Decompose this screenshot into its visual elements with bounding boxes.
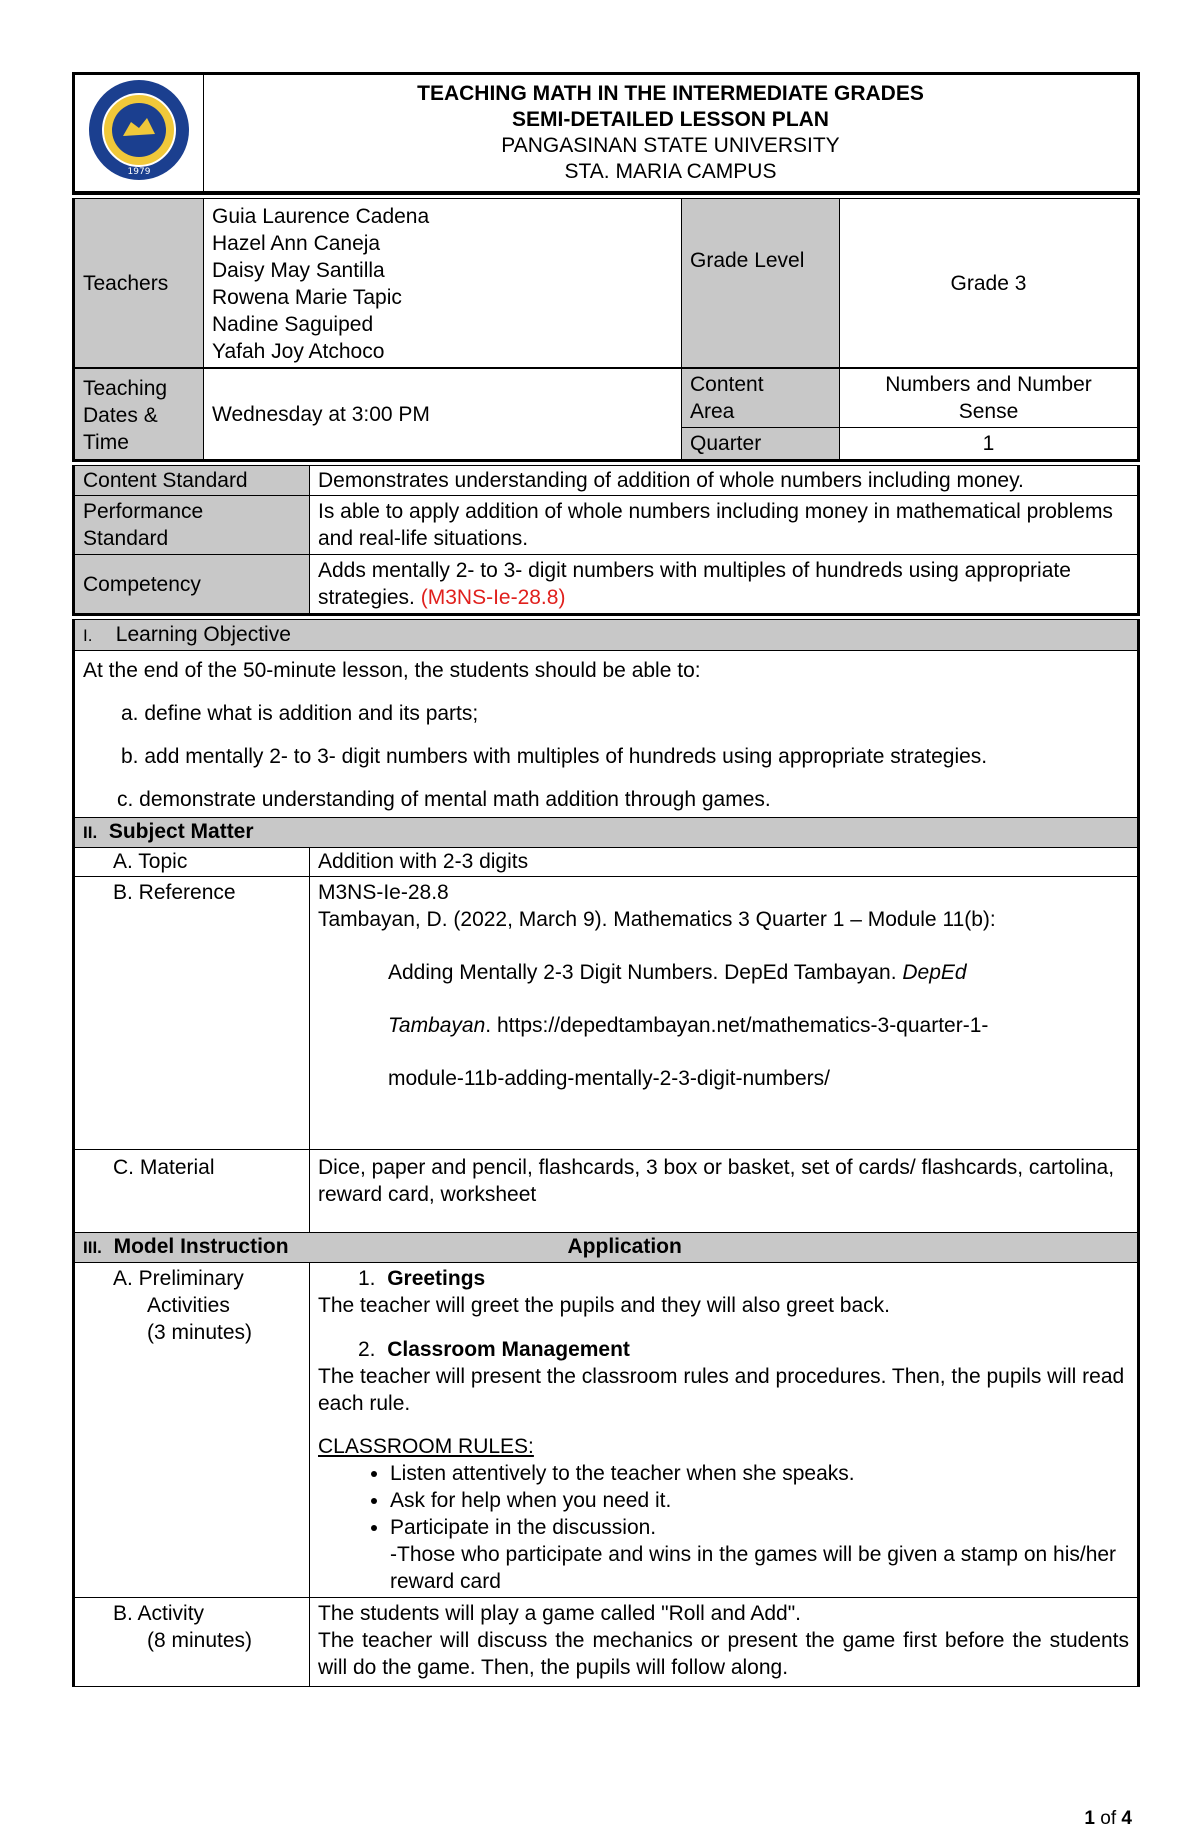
teacher-name: Guia Laurence Cadena	[212, 205, 430, 228]
topic-label: A. Topic	[74, 848, 310, 877]
section-application: Application	[310, 1233, 1139, 1263]
section-subject-matter: II. Subject Matter	[74, 818, 1139, 848]
teacher-name: Daisy May Santilla	[212, 259, 385, 282]
dates-table	[72, 368, 1140, 462]
reference-line-2: Adding Mentally 2-3 Digit Numbers. DepEd Tambayan. DepEd	[388, 961, 967, 984]
greetings-text: The teacher will greet the pupils and they will also greet back.	[318, 1294, 890, 1317]
section-learning-objective: I. Learning Objective	[74, 620, 1139, 651]
objective-intro: At the end of the 50-minute lesson, the students should be able to:	[83, 659, 701, 682]
teachers-list	[204, 199, 682, 368]
svg-text:1979: 1979	[127, 166, 151, 177]
header-table	[72, 72, 1140, 195]
activity-text-2: The teacher will discuss the mechanics or present the game first before the students will do the game. Then, the pupils will follow along.	[318, 1629, 1129, 1679]
content-standard-label: Content Standard	[74, 466, 310, 496]
activity-content	[310, 1598, 1139, 1687]
page-number: 1 of 4	[1084, 1808, 1132, 1829]
teachers-label: Teachers	[74, 199, 204, 368]
teacher-name: Yafah Joy Atchoco	[212, 340, 385, 363]
lesson-table	[72, 619, 1140, 1687]
preliminary-content	[310, 1263, 1139, 1598]
list-item: • Listen attentively to the teacher when she speaks.	[390, 1460, 1129, 1487]
reference-line-4: module-11b-adding-mentally-2-3-digit-numbers/	[388, 1067, 830, 1090]
standards-table	[72, 465, 1140, 616]
list-item: • Ask for help when you need it.	[390, 1487, 1129, 1514]
reference-label: B. Reference	[74, 877, 310, 1150]
reference-line-3: Tambayan. https://depedtambayan.net/mathematics-3-quarter-1-	[388, 1014, 989, 1037]
management-heading: 2. Classroom Management	[358, 1338, 630, 1361]
performance-standard-value: Is able to apply addition of whole numbers including money in mathematical problems and real-life situations.	[310, 496, 1139, 555]
quarter-value: 1	[840, 428, 1139, 461]
performance-standard-label: Performance Standard	[74, 496, 310, 555]
university-name: PANGASINAN STATE UNIVERSITY	[501, 134, 840, 157]
teacher-name: Nadine Saguiped	[212, 313, 374, 336]
teacher-name: Hazel Ann Caneja	[212, 232, 381, 255]
competency-code: (M3NS-Ie-28.8)	[420, 586, 566, 609]
list-item: • Participate in the discussion.	[390, 1514, 1129, 1541]
material-value: Dice, paper and pencil, flashcards, 3 box or basket, set of cards/ flashcards, cartolina, reward card, worksheet	[310, 1150, 1139, 1233]
teacher-name: Rowena Marie Tapic	[212, 286, 402, 309]
activity-label: B. Activity (8 minutes)	[74, 1598, 310, 1687]
reference-line-1: Tambayan, D. (2022, March 9). Mathematics 3 Quarter 1 – Module 11(b):	[318, 908, 996, 931]
reference-value	[310, 877, 1139, 1150]
doc-subtitle: SEMI-DETAILED LESSON PLAN	[512, 108, 829, 131]
grade-level-value: Grade 3	[840, 199, 1139, 368]
dates-value: Wednesday at 3:00 PM	[204, 369, 682, 461]
material-label: C. Material	[74, 1150, 310, 1233]
lesson-plan-page	[72, 72, 1140, 1687]
campus-name: STA. MARIA CAMPUS	[564, 160, 777, 183]
grade-level-label: Grade Level	[682, 199, 840, 368]
management-text: The teacher will present the classroom rules and procedures. Then, the pupils will read each rule.	[318, 1365, 1125, 1415]
reference-code: M3NS-Ie-28.8	[318, 881, 449, 904]
activity-text-1: The students will play a game called "Roll and Add".	[318, 1602, 802, 1625]
logo-cell	[74, 74, 204, 194]
dates-label: Teaching Dates & Time	[74, 369, 204, 461]
content-area-label: Content Area	[682, 369, 840, 428]
quarter-label: Quarter	[682, 428, 840, 461]
university-seal-icon	[87, 78, 191, 182]
topic-value: Addition with 2-3 digits	[310, 848, 1139, 877]
objective-body	[74, 651, 1139, 818]
rules-note: -Those who participate and wins in the games will be given a stamp on his/her reward card	[390, 1543, 1117, 1593]
competency-label: Competency	[74, 555, 310, 615]
section-model-instruction: III. Model Instruction	[74, 1233, 310, 1263]
header-title-cell	[204, 74, 1139, 194]
info-table	[72, 198, 1140, 368]
doc-title: TEACHING MATH IN THE INTERMEDIATE GRADES	[417, 82, 924, 105]
rules-list	[318, 1460, 1129, 1541]
objective-a: a. define what is addition and its parts;	[121, 702, 479, 725]
greetings-heading: 1. Greetings	[358, 1267, 486, 1290]
preliminary-label: A. Preliminary Activities (3 minutes)	[74, 1263, 310, 1598]
content-standard-value: Demonstrates understanding of addition of whole numbers including money.	[310, 466, 1139, 496]
competency-value: Adds mentally 2- to 3- digit numbers with multiples of hundreds using appropriate strategies. (M3NS-Ie-28.8)	[310, 555, 1139, 615]
rules-heading: CLASSROOM RULES:	[318, 1435, 534, 1458]
objective-c: c. demonstrate understanding of mental math addition through games.	[117, 788, 771, 811]
objective-b: b. add mentally 2- to 3- digit numbers with multiples of hundreds using appropriate strategies.	[121, 745, 988, 768]
content-area-value: Numbers and Number Sense	[840, 369, 1139, 428]
